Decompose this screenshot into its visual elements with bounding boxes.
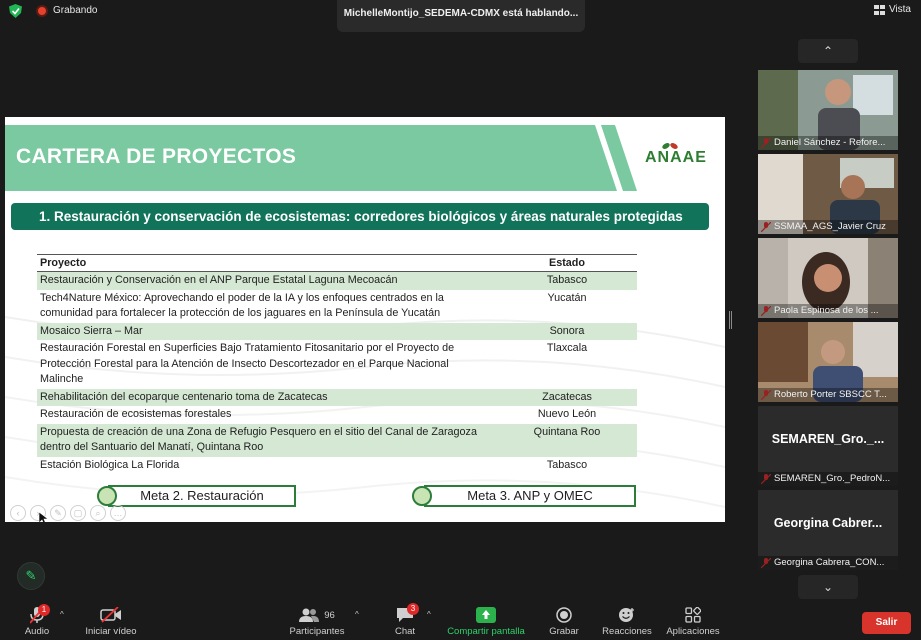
slide-controls [10,505,126,521]
grid-icon [874,5,885,15]
participant-name: SSMAA_AGS_Javier Cruz [758,220,898,234]
record-label: Grabar [549,626,579,637]
state-cell: Quintana Roo [497,424,637,457]
participant-tile[interactable] [758,322,898,402]
state-cell: Zacatecas [497,389,637,407]
project-cell: Rehabilitación del ecoparque centenario toma de Zacatecas [37,389,497,407]
participant-tile[interactable] [758,238,898,318]
gallery-scroll-up-icon[interactable]: ⌃ [798,39,858,63]
project-cell: Restauración y Conservación en el ANP Parque Estatal Laguna Mecoacán [37,272,497,290]
participant-tile[interactable] [758,70,898,150]
column-header-project: Proyecto [37,255,497,272]
projects-table [37,254,637,474]
next-slide-icon[interactable]: › [30,505,46,521]
table-row [37,290,637,323]
share-screen-icon [476,607,496,623]
annotate-pencil-icon[interactable]: ✎ [17,562,45,590]
participants-options-chevron-icon[interactable]: ^ [355,610,359,619]
participants-button[interactable] [286,604,348,637]
shield-icon[interactable] [9,4,22,18]
chat-options-chevron-icon[interactable]: ^ [427,610,431,619]
recording-icon [36,5,48,17]
participant-center-name: SEMAREN_Gro._... [771,432,885,446]
participant-name: Roberto Porter SBSCC T... [758,388,898,402]
state-cell: Tabasco [497,272,637,290]
meta-circle-icon [412,486,432,506]
project-cell: Mosaico Sierra – Mar [37,323,497,341]
anaae-logo: ANAAE [645,149,707,166]
participants-icon [299,608,319,622]
reactions-button[interactable] [601,604,653,637]
project-cell: Restauración de ecosistemas forestales [40,408,232,420]
participant-name: Georgina Cabrera_CON... [758,556,898,570]
table-header-row [37,255,637,272]
chat-badge: 3 [407,603,419,615]
view-label: Vista [888,4,911,15]
mouse-cursor-icon [39,512,48,522]
column-header-state: Estado [497,255,637,272]
prev-slide-icon[interactable]: ‹ [10,505,26,521]
table-row [37,323,637,341]
share-screen-button[interactable] [445,604,527,637]
zoom-icon[interactable]: ⌕ [90,505,106,521]
project-cell: Tech4Nature México: Aprovechando el poder de la IA y los enfoques centrados en la comunidad para fortalecer la protección de los jaguares en la Península de Yucatán [40,291,444,319]
start-video-button[interactable] [82,604,140,637]
start-video-label: Iniciar vídeo [85,626,137,637]
participant-tile[interactable] [758,406,898,486]
slide-title: CARTERA DE PROYECTOS [16,145,297,168]
chat-label: Chat [394,626,416,637]
share-screen-label: Compartir pantalla [447,626,525,637]
gallery-scroll-down-icon[interactable]: ⌄ [798,575,858,599]
state-cell: Nuevo León [537,408,597,420]
table-row [37,272,637,290]
recording-label: Grabando [53,5,98,16]
reactions-label: Reacciones [602,626,652,637]
table-row [37,406,637,424]
project-cell: Estación Biológica La Florida [40,458,180,471]
table-row [37,424,637,457]
project-cell: Restauración Forestal en Superficies Bajo Tratamiento Fitosanitario por el Proyecto de Protección Forestal para la Atención de Insecto Descortezador en el Parque Nacional Malinche [40,342,455,385]
record-button[interactable] [546,604,582,637]
state-cell: Sonora [497,323,637,341]
participants-count: 96 [324,609,335,621]
record-icon [556,607,572,623]
pen-tool-icon[interactable]: ✎ [50,505,66,521]
participant-tile[interactable] [758,154,898,234]
participant-tile[interactable] [758,490,898,570]
more-options-icon[interactable]: … [110,505,126,521]
video-off-icon [100,607,122,623]
apps-label: Aplicaciones [666,626,720,637]
participant-name: Daniel Sánchez - Refore... [758,136,898,150]
state-cell: Tlaxcala [546,342,588,354]
participant-name: Paola Espinosa de los ... [758,304,898,318]
participant-center-name: Georgina Cabrer... [773,516,883,530]
meta-circle-icon [97,486,117,506]
apps-icon [685,607,701,623]
audio-badge: 1 [38,604,50,616]
table-row [37,340,637,389]
audio-label: Audio [24,626,50,637]
audio-options-chevron-icon[interactable]: ^ [60,610,64,619]
leave-button[interactable]: Salir [862,612,911,634]
active-speaker-banner: MichelleMontijo_SEDEMA-CDMX está hablando... [337,0,585,32]
state-cell: Tabasco [546,458,588,471]
reactions-smiley-icon [618,607,636,623]
apps-button[interactable] [664,604,722,637]
meta-restauracion: Meta 2. Restauración [108,485,296,507]
shared-screen [5,117,725,522]
table-row [37,457,637,475]
audio-button[interactable] [18,604,56,637]
meta-anp-omec: Meta 3. ANP y OMEC [424,485,636,507]
state-cell: Yucatán [547,291,587,304]
participant-name: SEMAREN_Gro._PedroN... [758,472,898,486]
slides-grid-icon[interactable]: ▢ [70,505,86,521]
table-row [37,389,637,407]
participants-label: Participantes [289,626,345,637]
resize-handle[interactable] [729,311,732,329]
view-button[interactable] [874,4,911,15]
project-cell: Propuesta de creación de una Zona de Refugio Pesquero en el sitio del Canal de Zaragoza dentro del Santuario del Manatí, Quintana Roo [37,424,497,457]
section-title: 1. Restauración y conservación de ecosistemas: corredores biológicos y áreas naturales protegidas [11,203,709,230]
